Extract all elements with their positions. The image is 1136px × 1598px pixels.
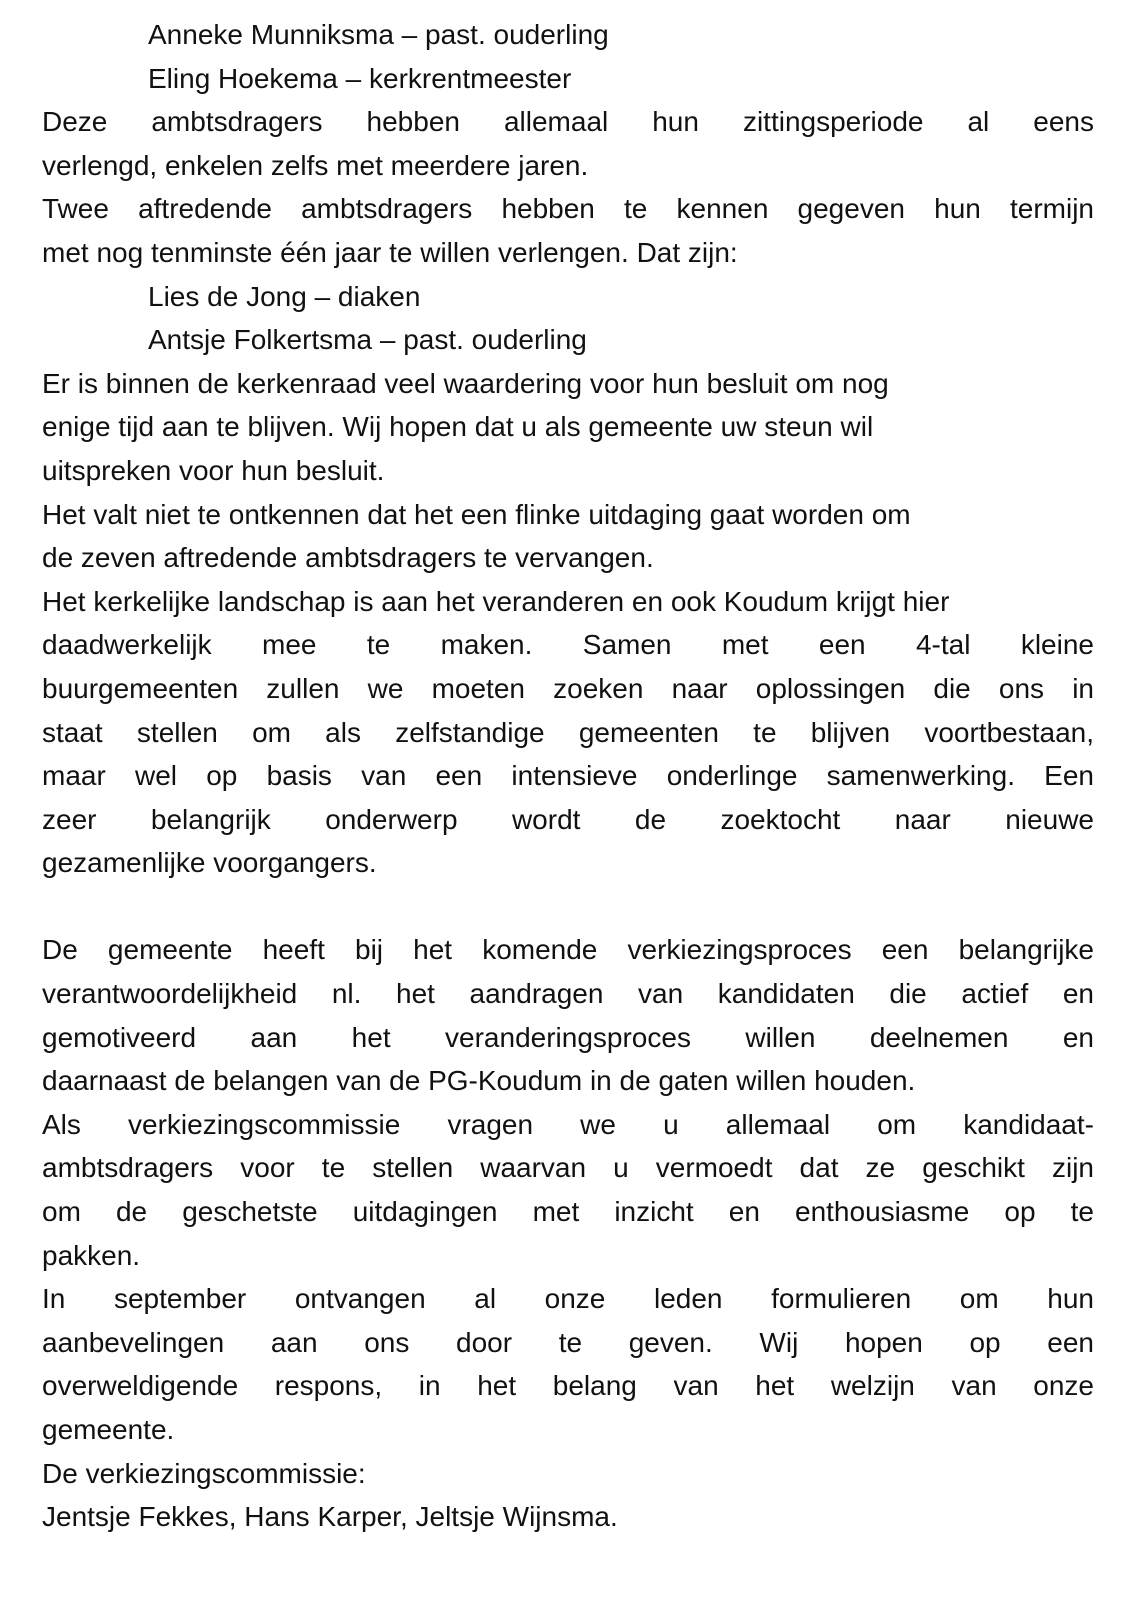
text-line: pakken. (42, 1239, 141, 1271)
text-line: In september ontvangen al onze leden formulieren om hun (42, 1283, 1094, 1315)
text-line: aanbevelingen aan ons door te geven. Wij hopen op een (42, 1326, 1094, 1358)
text-line: Antsje Folkertsma – past. ouderling (148, 324, 587, 356)
text-line: buurgemeenten zullen we moeten zoeken naar oplossingen die ons in (42, 672, 1094, 704)
text-line: uitspreken voor hun besluit. (42, 454, 385, 486)
text-line: zeer belangrijk onderwerp wordt de zoektocht naar nieuwe (42, 803, 1094, 835)
text-line: Lies de Jong – diaken (148, 280, 421, 312)
text-line: maar wel op basis van een intensieve onderlinge samenwerking. Een (42, 760, 1094, 792)
text-line: Als verkiezingscommissie vragen we u allemaal om kandidaat- (42, 1108, 1094, 1140)
text-line: Deze ambtsdragers hebben allemaal hun zittingsperiode al eens (42, 106, 1094, 138)
text-line: gezamenlijke voorgangers. (42, 847, 377, 879)
text-line: Er is binnen de kerkenraad veel waardering voor hun besluit om nog (42, 367, 889, 399)
document-body (42, 13, 1094, 1539)
text-line: staat stellen om als zelfstandige gemeenten te blijven voortbestaan, (42, 716, 1094, 748)
text-line: ambtsdragers voor te stellen waarvan u vermoedt dat ze geschikt zijn (42, 1152, 1094, 1184)
text-line: verlengd, enkelen zelfs met meerdere jaren. (42, 149, 589, 181)
text-line: enige tijd aan te blijven. Wij hopen dat u als gemeente uw steun wil (42, 411, 874, 443)
text-line: de zeven aftredende ambtsdragers te vervangen. (42, 542, 654, 574)
paragraph-spacer (42, 885, 1094, 929)
text-line: daarnaast de belangen van de PG-Koudum in de gaten willen houden. (42, 1065, 916, 1097)
text-line: Twee aftredende ambtsdragers hebben te kennen gegeven hun termijn (42, 193, 1094, 225)
text-line: verantwoordelijkheid nl. het aandragen van kandidaten die actief en (42, 978, 1094, 1010)
text-line: overweldigende respons, in het belang van het welzijn van onze (42, 1370, 1094, 1402)
text-line: gemotiveerd aan het veranderingsproces willen deelnemen en (42, 1021, 1094, 1053)
text-line: Jentsje Fekkes, Hans Karper, Jeltsje Wijnsma. (42, 1501, 618, 1533)
text-line: Eling Hoekema – kerkrentmeester (148, 62, 572, 94)
text-line: met nog tenminste één jaar te willen verlengen. Dat zijn: (42, 236, 738, 268)
text-line: Het kerkelijke landschap is aan het veranderen en ook Koudum krijgt hier (42, 585, 950, 617)
text-line: daadwerkelijk mee te maken. Samen met een 4-tal kleine (42, 629, 1094, 661)
text-line: De gemeente heeft bij het komende verkiezingsproces een belangrijke (42, 934, 1094, 966)
text-line: Het valt niet te ontkennen dat het een flinke uitdaging gaat worden om (42, 498, 911, 530)
text-line: om de geschetste uitdagingen met inzicht en enthousiasme op te (42, 1196, 1094, 1228)
text-line: Anneke Munniksma – past. ouderling (148, 19, 609, 50)
text-line: gemeente. (42, 1414, 175, 1445)
text-line: De verkiezingscommissie: (42, 1457, 366, 1489)
